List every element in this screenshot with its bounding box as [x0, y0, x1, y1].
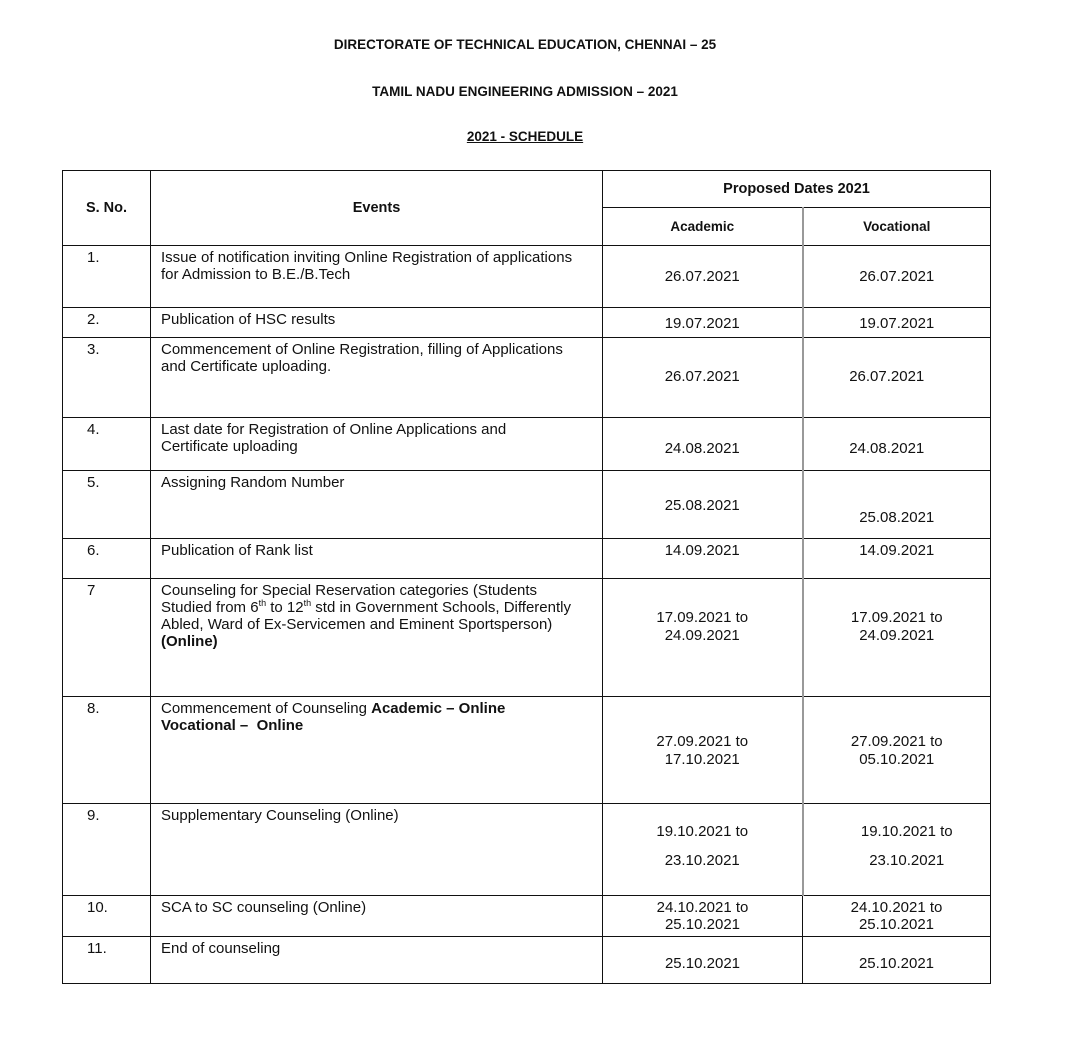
event-description: Publication of HSC results — [151, 308, 603, 338]
table-row — [63, 896, 991, 937]
row-number: 5. — [63, 471, 151, 539]
column-header-academic: Academic — [603, 208, 803, 246]
event-description: Supplementary Counseling (Online) — [151, 804, 603, 896]
vocational-date-range: 17.09.2021 to 24.09.2021 — [803, 579, 991, 697]
vocational-date-range: 24.10.2021 to 25.10.2021 — [803, 896, 991, 937]
column-header-vocational: Vocational — [803, 208, 991, 246]
academic-date: 24.08.2021 — [603, 418, 803, 471]
column-header-proposed-dates: Proposed Dates 2021 — [603, 171, 991, 208]
schedule-table — [62, 170, 991, 984]
row-number: 6. — [63, 539, 151, 579]
row-number: 2. — [63, 308, 151, 338]
table-row — [63, 338, 991, 418]
online-mode-label: (Online) — [161, 633, 218, 650]
table-row — [63, 418, 991, 471]
event-description: End of counseling — [151, 937, 603, 984]
academic-date: 26.07.2021 — [603, 246, 803, 308]
academic-date-range: 27.09.2021 to 17.10.2021 — [603, 697, 803, 804]
academic-date: 25.08.2021 — [603, 471, 803, 539]
academic-date-range: 19.10.2021 to 23.10.2021 — [603, 804, 803, 896]
column-header-sno: S. No. — [63, 171, 151, 246]
vocational-date: 26.07.2021 — [803, 246, 991, 308]
table-row — [63, 579, 991, 697]
event-description: Last date for Registration of Online Applications and Certificate uploading — [151, 418, 603, 471]
academic-date: 25.10.2021 — [603, 937, 803, 984]
table-row — [63, 804, 991, 896]
academic-date-range: 17.09.2021 to 24.09.2021 — [603, 579, 803, 697]
vocational-date-range: 19.10.2021 to 23.10.2021 — [803, 804, 991, 896]
table-row — [63, 246, 991, 308]
table-row — [63, 539, 991, 579]
row-number: 4. — [63, 418, 151, 471]
event-description: Commencement of Counseling Academic – Online Vocational – Online — [151, 697, 603, 804]
row-number: 7 — [63, 579, 151, 697]
row-number: 3. — [63, 338, 151, 418]
academic-date-range: 24.10.2021 to 25.10.2021 — [603, 896, 803, 937]
row-number: 9. — [63, 804, 151, 896]
table-row — [63, 697, 991, 804]
event-description: Commencement of Online Registration, filling of Applications and Certificate uploading. — [151, 338, 603, 418]
event-description: Publication of Rank list — [151, 539, 603, 579]
event-description: Counseling for Special Reservation categories (Students Studied from 6th to 12th std in Government Schools, Differently Abled, Ward of Ex-Servicemen and Eminent Sportsperson) (Online) — [151, 579, 603, 697]
row-number: 10. — [63, 896, 151, 937]
vocational-date: 24.08.2021 — [803, 418, 991, 471]
vocational-date: 25.10.2021 — [803, 937, 991, 984]
event-description: Issue of notification inviting Online Registration of applications for Admission to B.E./B.Tech — [151, 246, 603, 308]
academic-date: 26.07.2021 — [603, 338, 803, 418]
document-title: DIRECTORATE OF TECHNICAL EDUCATION, CHENNAI – 25 — [333, 37, 717, 52]
vocational-date: 26.07.2021 — [803, 338, 991, 418]
vocational-date-range: 27.09.2021 to 05.10.2021 — [803, 697, 991, 804]
document-subtitle: TAMIL NADU ENGINEERING ADMISSION – 2021 — [372, 84, 678, 99]
event-description: Assigning Random Number — [151, 471, 603, 539]
column-header-events: Events — [151, 171, 603, 246]
vocational-date: 14.09.2021 — [803, 539, 991, 579]
academic-date: 19.07.2021 — [603, 308, 803, 338]
event-description: SCA to SC counseling (Online) — [151, 896, 603, 937]
schedule-heading: 2021 - SCHEDULE — [466, 129, 584, 144]
vocational-date: 19.07.2021 — [803, 308, 991, 338]
table-row — [63, 471, 991, 539]
row-number: 1. — [63, 246, 151, 308]
academic-date: 14.09.2021 — [603, 539, 803, 579]
row-number: 11. — [63, 937, 151, 984]
table-row — [63, 308, 991, 338]
row-number: 8. — [63, 697, 151, 804]
table-row — [63, 937, 991, 984]
vocational-date: 25.08.2021 — [803, 471, 991, 539]
